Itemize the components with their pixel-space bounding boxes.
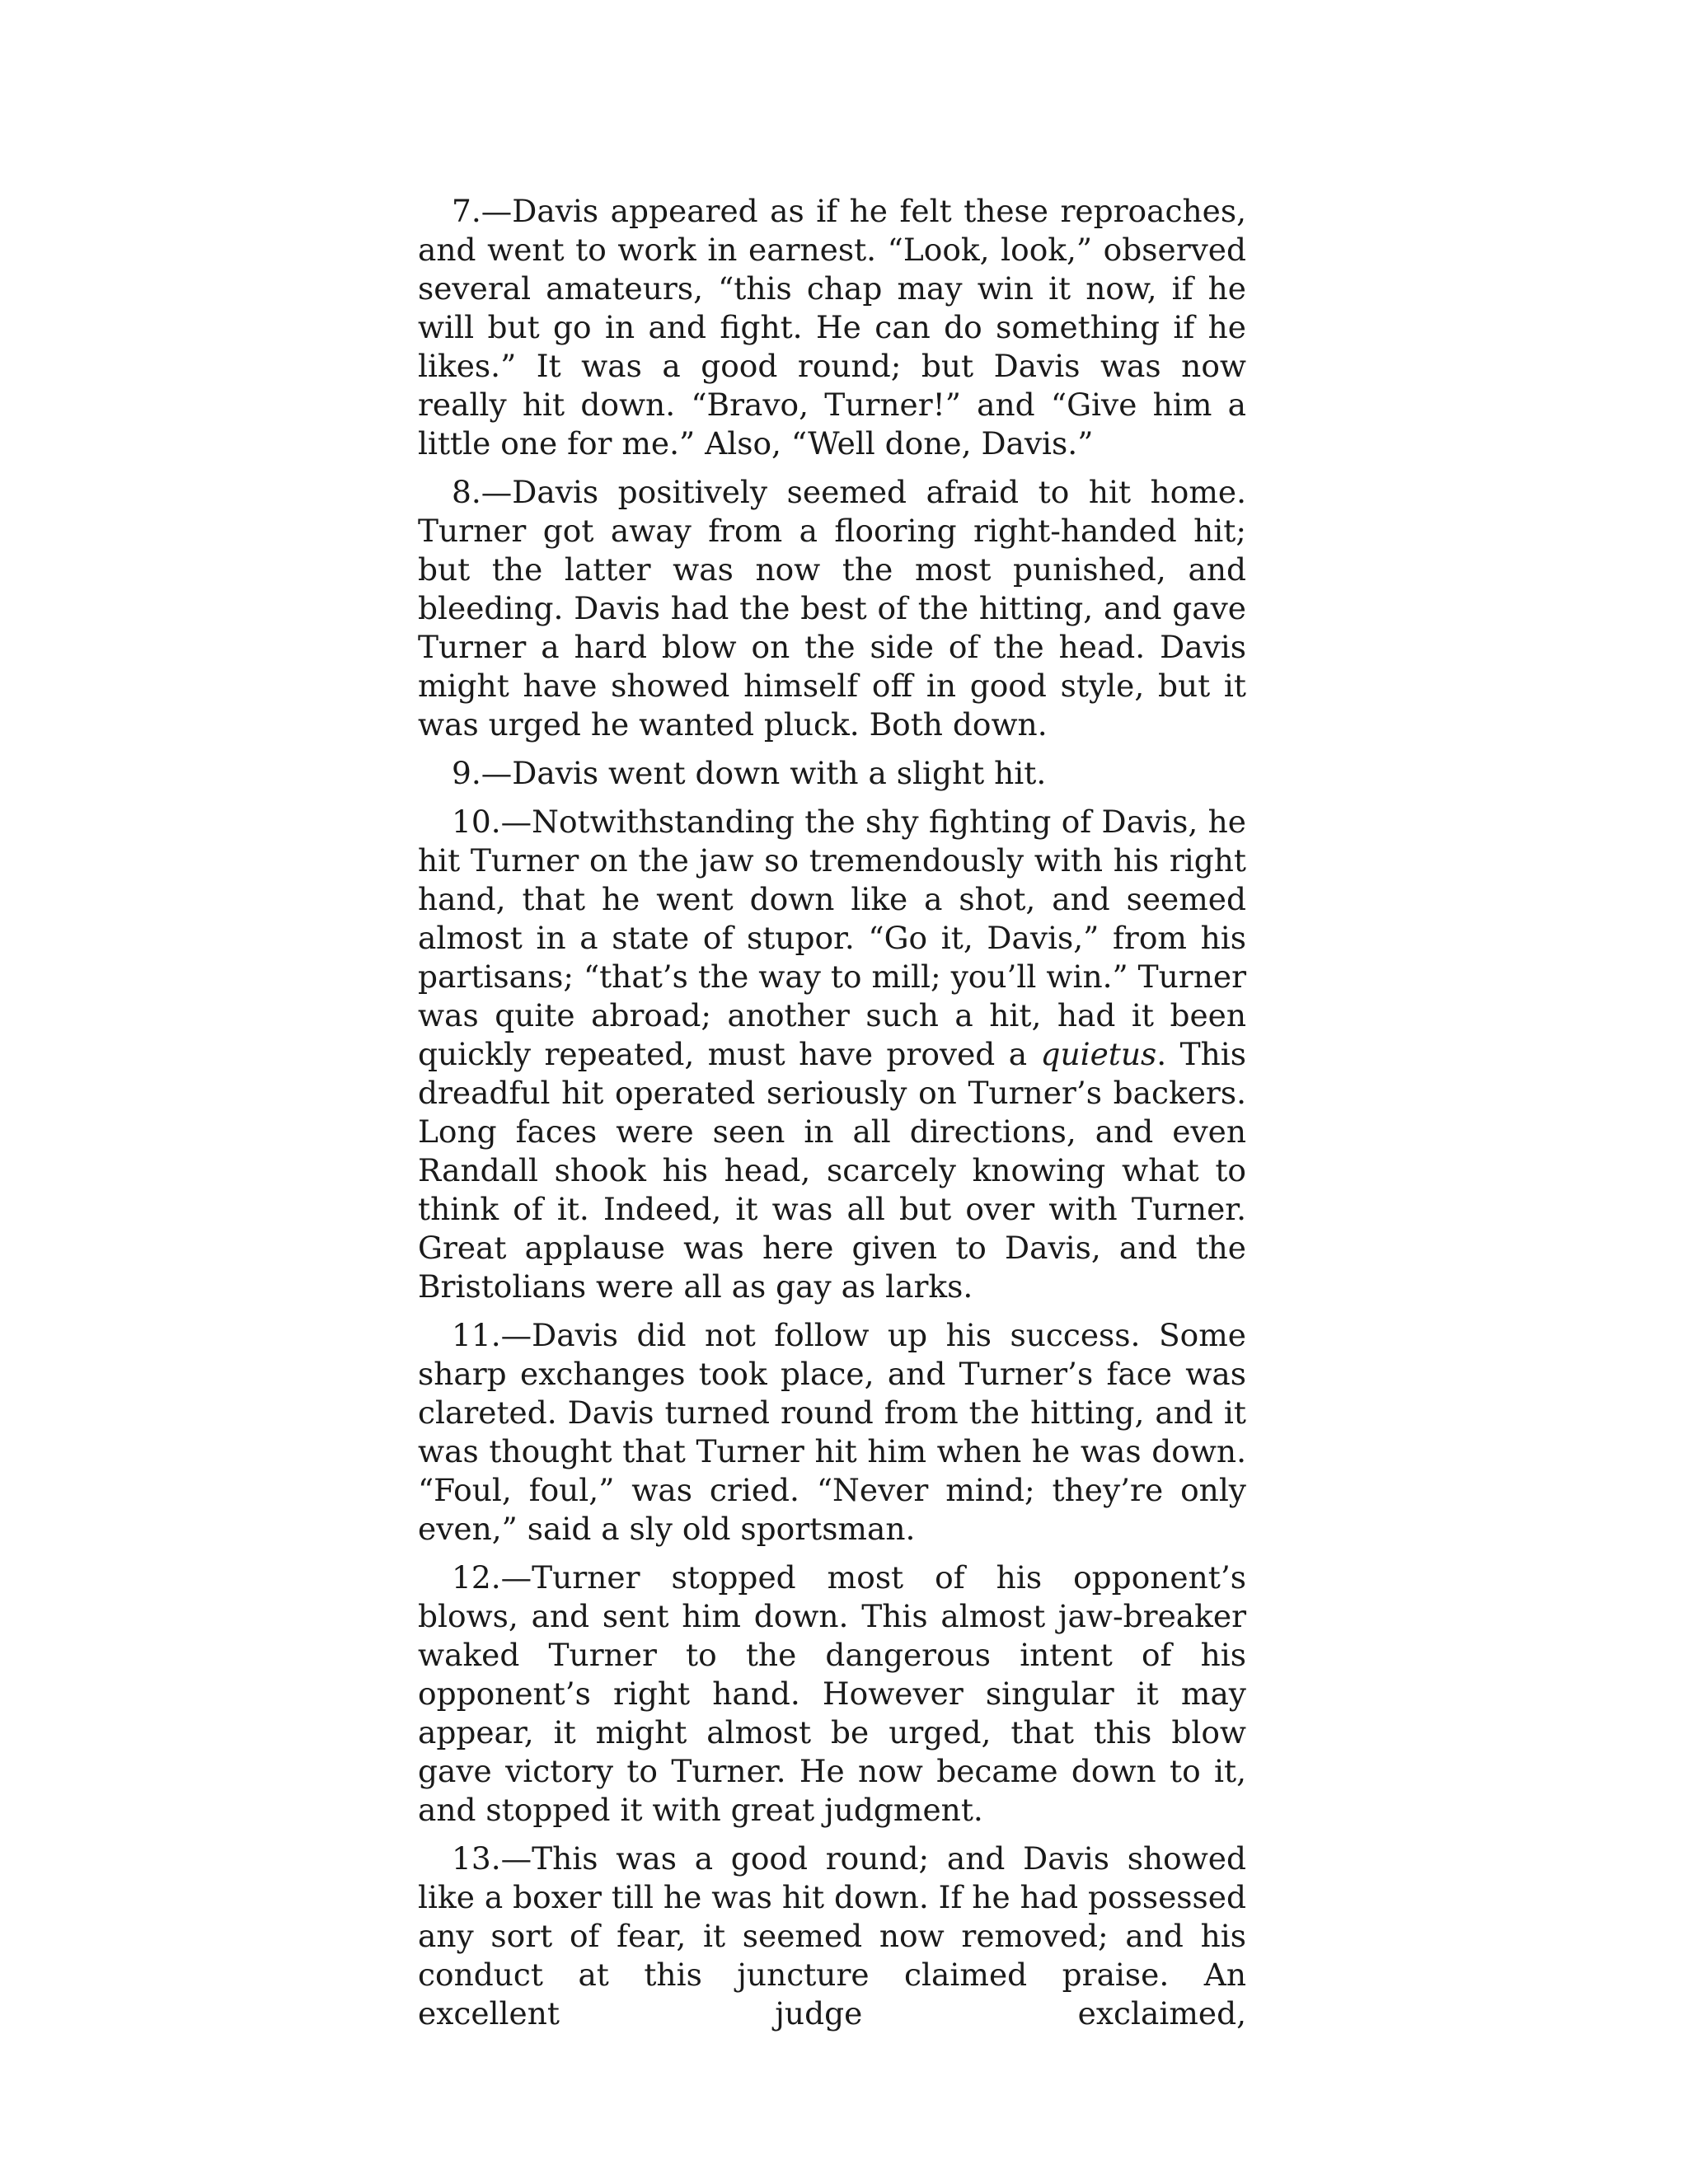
paragraph-text: 8.—Davis positively seemed afraid to hit home. Turner got away from a flooring right-handed hit; but the latter was now the most punished, and bleeding. Davis had the best of the hitting, and gave Turner a hard blow on the side of the head. Davis might have showed himself off in good style, but it was urged he wanted pluck. Both down. xyxy=(418,474,1246,743)
paragraph-round-9 xyxy=(418,754,1246,793)
paragraph-text: . This dreadful hit operated seriously on Turner’s backers. Long faces were seen in all directions, and even Randall shook his head, scarcely knowing what to think of it. Indeed, it was all but over with Turner. Great applause was here given to Davis, and the Bristolians were all as gay as larks. xyxy=(418,1036,1246,1305)
italic-term: quietus xyxy=(1040,1036,1157,1072)
paragraph-text: 10.—Notwithstanding the shy fighting of Davis, he hit Turner on the jaw so tremendously with his right hand, that he went down like a shot, and seemed almost in a state of stupor. “Go it, Davis,” from his partisans; “that’s the way to mill; you’ll win.” Turner was quite abroad; another such a hit, had it been quickly repeated, must have proved a xyxy=(418,804,1246,1072)
paragraph-round-11 xyxy=(418,1316,1246,1549)
paragraph-round-7 xyxy=(418,192,1246,463)
paragraph-text: 13.—This was a good round; and Davis showed like a boxer till he was hit down. If he had possessed any sort of fear, it seemed now removed; and his conduct at this juncture claimed praise. An excellent judge exclaimed, xyxy=(418,1840,1246,2032)
paragraph-text: 12.—Turner stopped most of his opponent’s blows, and sent him down. This almost jaw-breaker waked Turner to the dangerous intent of his opponent’s right hand. However singular it may appear, it might almost be urged, that this blow gave victory to Turner. He now became down to it, and stopped it with great judgment. xyxy=(418,1559,1246,1828)
body-text xyxy=(418,192,1246,2043)
paragraph-text: 7.—Davis appeared as if he felt these reproaches, and went to work in earnest. “Look, look,” observed several amateurs, “this chap may win it now, if he will but go in and fight. He can do something if he likes.” It was a good round; but Davis was now really hit down. “Bravo, Turner!” and “Give him a little one for me.” Also, “Well done, Davis.” xyxy=(418,193,1246,462)
paragraph-text: 9.—Davis went down with a slight hit. xyxy=(452,755,1047,791)
paragraph-round-13 xyxy=(418,1840,1246,2033)
paragraph-round-10 xyxy=(418,803,1246,1306)
paragraph-text: 11.—Davis did not follow up his success. Some sharp exchanges took place, and Turner’s face was clareted. Davis turned round from the hitting, and it was thought that Turner hit him when he was down. “Foul, foul,” was cried. “Never mind; they’re only even,” said a sly old sportsman. xyxy=(418,1317,1246,1547)
paragraph-round-8 xyxy=(418,473,1246,744)
paragraph-round-12 xyxy=(418,1558,1246,1830)
